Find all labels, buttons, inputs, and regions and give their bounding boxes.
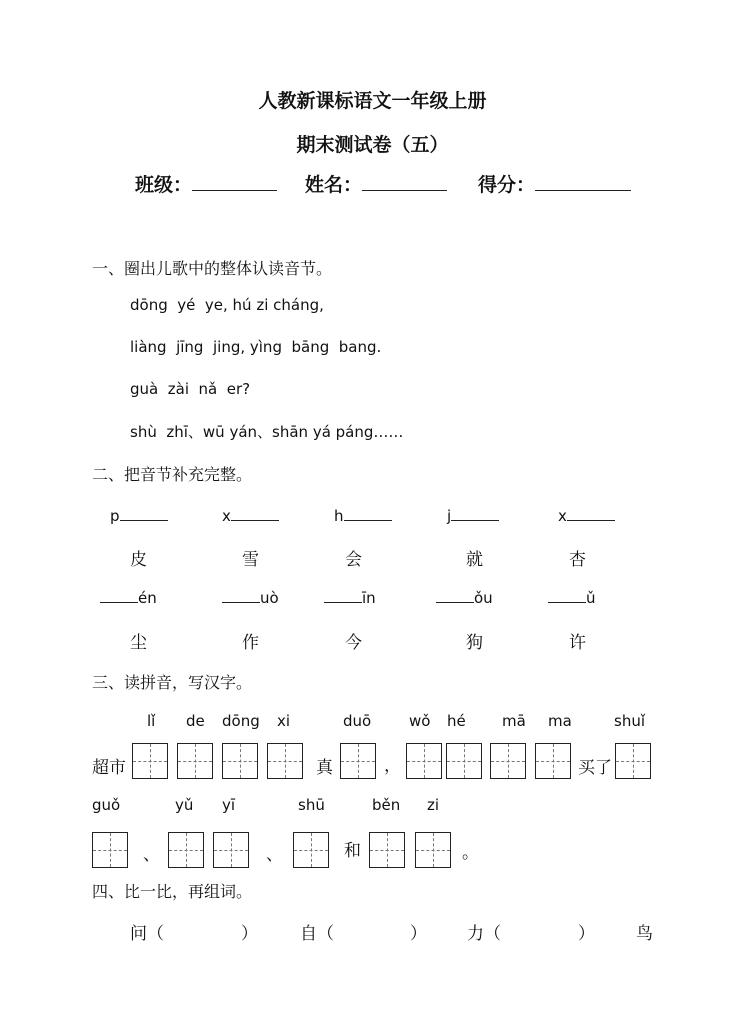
writing-grid-guo[interactable] bbox=[92, 832, 128, 868]
rhyme-line-1: dōng yé ye, hú zi cháng, bbox=[130, 296, 324, 314]
class-field bbox=[135, 170, 277, 197]
text-dunhao-2: 、 bbox=[266, 845, 283, 865]
pinyin-yu: yǔ bbox=[175, 796, 194, 814]
score-field bbox=[478, 170, 631, 197]
writing-grid-shu[interactable] bbox=[293, 832, 329, 868]
word-li-open: 力（ bbox=[467, 924, 501, 944]
pinyin-wo: wǒ bbox=[409, 712, 431, 730]
writing-grid-ma2[interactable] bbox=[535, 743, 571, 779]
char-8: 今 bbox=[345, 633, 362, 653]
text-period: 。 bbox=[462, 843, 479, 863]
initial-text: x bbox=[558, 507, 567, 525]
fill-blank[interactable] bbox=[451, 506, 499, 521]
section4-heading: 四、比一比，再组词。 bbox=[92, 882, 253, 901]
score-blank[interactable] bbox=[535, 172, 631, 191]
word-wen-close[interactable]: ） bbox=[241, 924, 258, 944]
page-title: 人教新课标语文一年级上册 bbox=[258, 90, 487, 112]
writing-grid-ma1[interactable] bbox=[490, 743, 526, 779]
class-label: 班级： bbox=[135, 174, 193, 196]
writing-grid-yi[interactable] bbox=[213, 832, 249, 868]
initial-text: x bbox=[222, 507, 231, 525]
final-text: ǒu bbox=[474, 589, 493, 607]
fill-blank[interactable] bbox=[548, 588, 586, 603]
pinyin-shu: shū bbox=[298, 796, 325, 814]
fill-blank[interactable] bbox=[100, 588, 138, 603]
writing-grid-zi[interactable] bbox=[415, 832, 451, 868]
pinyin-ben: běn bbox=[372, 796, 401, 814]
char-1: 皮 bbox=[130, 550, 147, 570]
fill-blank[interactable] bbox=[344, 506, 392, 521]
name-blank[interactable] bbox=[362, 172, 447, 191]
rhyme-line-2: liàng jīng jing, yìng bāng bang. bbox=[130, 338, 382, 356]
pinyin-ma1: mā bbox=[502, 712, 526, 730]
rhyme-line-3: guà zài nǎ er? bbox=[130, 380, 251, 398]
syllable-blank-7[interactable] bbox=[222, 588, 279, 607]
text-zhen: 真 bbox=[316, 758, 333, 778]
char-6: 尘 bbox=[130, 633, 147, 653]
writing-grid-yu[interactable] bbox=[168, 832, 204, 868]
name-field bbox=[305, 170, 447, 197]
text-chaoshi: 超市 bbox=[92, 758, 126, 778]
syllable-blank-2[interactable] bbox=[222, 506, 279, 525]
initial-text: j bbox=[447, 507, 452, 525]
initial-text: p bbox=[110, 507, 120, 525]
word-wen-open: 问（ bbox=[130, 924, 164, 944]
class-blank[interactable] bbox=[192, 172, 277, 191]
writing-grid-he[interactable] bbox=[446, 743, 482, 779]
writing-grid-ben[interactable] bbox=[369, 832, 405, 868]
fill-blank[interactable] bbox=[120, 506, 168, 521]
word-niao: 鸟 bbox=[636, 924, 653, 944]
pinyin-zi: zi bbox=[427, 796, 440, 814]
char-2: 雪 bbox=[242, 550, 259, 570]
word-zi-open: 自（ bbox=[300, 924, 334, 944]
char-7: 作 bbox=[242, 633, 259, 653]
section3-heading: 三、读拼音，写汉字。 bbox=[92, 673, 253, 692]
word-li-close[interactable]: ） bbox=[578, 924, 595, 944]
writing-grid-xi[interactable] bbox=[267, 743, 303, 779]
pinyin-ma2: ma bbox=[548, 712, 572, 730]
syllable-blank-4[interactable] bbox=[447, 506, 499, 525]
pinyin-de: de bbox=[186, 712, 205, 730]
pinyin-dong: dōng bbox=[222, 712, 260, 730]
fill-blank[interactable] bbox=[436, 588, 474, 603]
syllable-blank-3[interactable] bbox=[334, 506, 392, 525]
writing-grid-wo[interactable] bbox=[406, 743, 442, 779]
final-text: īn bbox=[362, 589, 376, 607]
writing-grid-shui[interactable] bbox=[615, 743, 651, 779]
name-label: 姓名： bbox=[305, 174, 363, 196]
fill-blank[interactable] bbox=[231, 506, 279, 521]
text-dunhao-1: 、 bbox=[143, 845, 160, 865]
word-zi-close[interactable]: ） bbox=[410, 924, 427, 944]
syllable-blank-9[interactable] bbox=[436, 588, 493, 607]
syllable-blank-5[interactable] bbox=[558, 506, 615, 525]
pinyin-guo: guǒ bbox=[92, 796, 121, 814]
syllable-blank-6[interactable] bbox=[100, 588, 157, 607]
char-4: 就 bbox=[466, 550, 483, 570]
initial-text: h bbox=[334, 507, 344, 525]
fill-blank[interactable] bbox=[222, 588, 260, 603]
writing-grid-de[interactable] bbox=[177, 743, 213, 779]
syllable-blank-1[interactable] bbox=[110, 506, 168, 525]
char-10: 许 bbox=[569, 633, 586, 653]
final-text: ǔ bbox=[586, 589, 596, 607]
section2-heading: 二、把音节补充完整。 bbox=[92, 465, 253, 484]
syllable-blank-10[interactable] bbox=[548, 588, 596, 607]
text-he: 和 bbox=[344, 841, 361, 861]
char-3: 会 bbox=[345, 550, 362, 570]
pinyin-xi: xi bbox=[277, 712, 291, 730]
writing-grid-dong[interactable] bbox=[222, 743, 258, 779]
pinyin-duo: duō bbox=[343, 712, 372, 730]
section1-heading: 一、圈出儿歌中的整体认读音节。 bbox=[92, 259, 333, 278]
text-comma: ， bbox=[384, 756, 401, 776]
writing-grid-li[interactable] bbox=[132, 743, 168, 779]
char-5: 杏 bbox=[569, 550, 586, 570]
final-text: uò bbox=[260, 589, 279, 607]
page-subtitle: 期末测试卷（五） bbox=[296, 134, 449, 156]
score-label: 得分： bbox=[478, 174, 536, 196]
char-9: 狗 bbox=[466, 633, 483, 653]
pinyin-li: lǐ bbox=[147, 712, 156, 730]
writing-grid-duo[interactable] bbox=[340, 743, 376, 779]
pinyin-yi: yī bbox=[222, 796, 236, 814]
text-maile: 买了 bbox=[578, 758, 612, 778]
fill-blank[interactable] bbox=[324, 588, 362, 603]
rhyme-line-4: shù zhī、wū yán、shān yá páng…… bbox=[130, 423, 404, 441]
pinyin-shui: shuǐ bbox=[614, 712, 645, 730]
pinyin-he: hé bbox=[447, 712, 466, 730]
final-text: én bbox=[138, 589, 157, 607]
fill-blank[interactable] bbox=[567, 506, 615, 521]
syllable-blank-8[interactable] bbox=[324, 588, 376, 607]
